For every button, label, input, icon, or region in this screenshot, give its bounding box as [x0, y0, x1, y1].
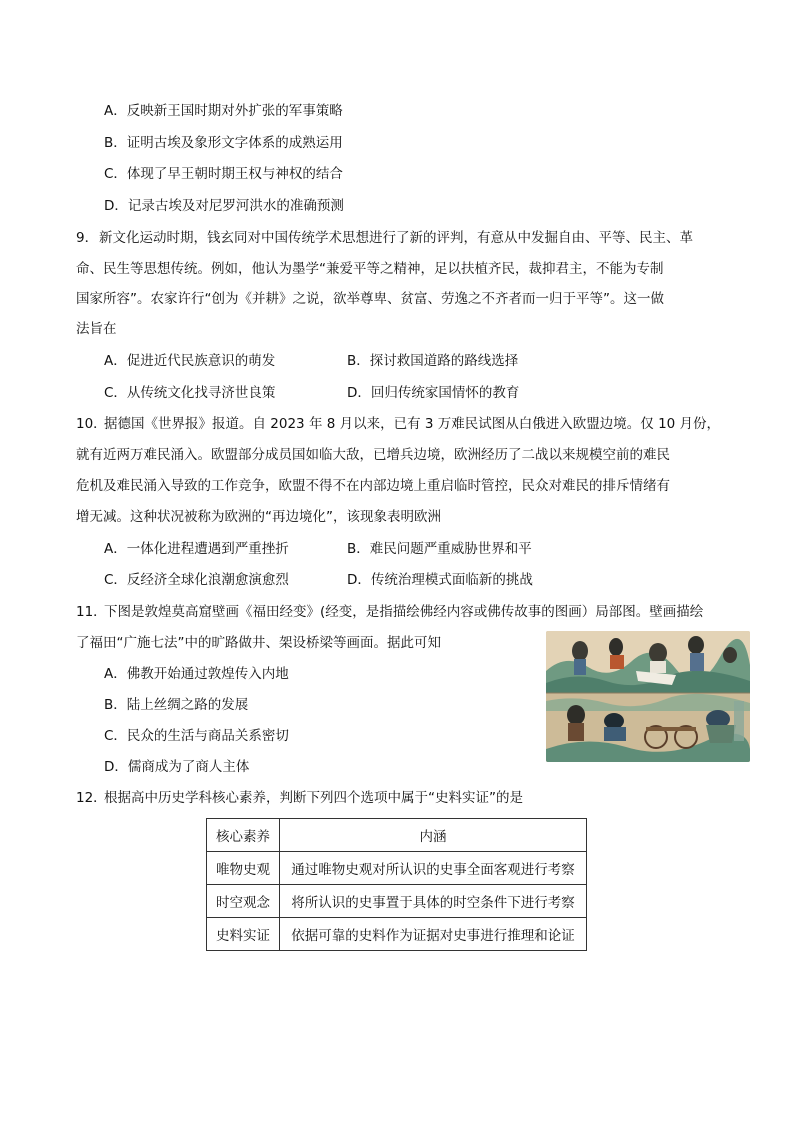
q10-stem-line-2: 就有近两万难民涌入。欧盟部分成员国如临大敌，已增兵边境，欧洲经历了二战以来规模空前的难民	[76, 447, 670, 463]
core-literacy-table	[206, 818, 587, 951]
q9-stem-line-2: 命、民生等思想传统。例如，他认为墨学“兼爱平等之精神，足以扶植齐民，裁抑君主，不能为专制	[76, 261, 664, 277]
table-header-cell: 核心素养	[207, 819, 280, 852]
table-row	[207, 852, 587, 885]
q10-stem-line-4: 增无减。这种状况被称为欧洲的“再边境化”，该现象表明欧洲	[76, 509, 441, 525]
q8-option-d: D．记录古埃及对尼罗河洪水的准确预测	[104, 198, 344, 214]
table-cell: 史料实证	[207, 918, 280, 951]
q9-option-c: C．从传统文化找寻济世良策	[104, 385, 276, 401]
table-row	[207, 918, 587, 951]
q11-stem-line-2: 了福田“广施七法”中的旷路做井、架设桥梁等画面。据此可知	[76, 635, 441, 651]
q8-option-b: B．证明古埃及象形文字体系的成熟运用	[104, 135, 343, 151]
q11-option-c: C．民众的生活与商品关系密切	[104, 728, 289, 744]
table-header-row	[207, 819, 587, 852]
q9-option-a: A．促进近代民族意识的萌发	[104, 353, 276, 369]
table-header-cell: 内涵	[280, 819, 587, 852]
q9-stem-line-1: 新文化运动时期，钱玄同对中国传统学术思想进行了新的评判，有意从中发掘自由、平等、民主、革	[99, 230, 693, 246]
q10-option-a: A．一体化进程遭遇到严重挫折	[104, 541, 289, 557]
q11-option-a: A．佛教开始通过敦煌传入内地	[104, 666, 289, 682]
table-row	[207, 885, 587, 918]
table-cell: 唯物史观	[207, 852, 280, 885]
q10-option-c: C．反经济全球化浪潮愈演愈烈	[104, 572, 289, 588]
q12-number: 12．	[76, 790, 107, 806]
q10-stem-line-1: 据德国《世界报》报道。自 2023 年 8 月以来，已有 3 万难民试图从白俄进入欧盟边境。仅 10 月份，	[104, 416, 721, 432]
q8-option-c: C．体现了早王朝时期王权与神权的结合	[104, 166, 343, 182]
q10-number: 10．	[76, 416, 107, 432]
q9-stem-line-3: 国家所容”。农家许行“创为《并耕》之说，欲举尊卑、贫富、劳逸之不齐者而一归于平等”。这一做	[76, 291, 664, 307]
q11-stem-line-1: 下图是敦煌莫高窟壁画《福田经变》(经变，是指描绘佛经内容或佛传故事的图画）局部图。壁画描绘	[104, 604, 704, 620]
q11-option-d: D．儒商成为了商人主体	[104, 759, 250, 775]
q10-option-b: B．难民问题严重威胁世界和平	[347, 541, 532, 557]
q9-number: 9．	[76, 230, 99, 246]
table-cell: 将所认识的史事置于具体的时空条件下进行考察	[280, 885, 587, 918]
q9-option-d: D．回归传统家国情怀的教育	[347, 385, 520, 401]
q8-option-a: A．反映新王国时期对外扩张的军事策略	[104, 103, 343, 119]
q9-option-b: B．探讨救国道路的路线选择	[347, 353, 519, 369]
q11-option-b: B．陆上丝绸之路的发展	[104, 697, 249, 713]
table-cell: 依据可靠的史料作为证据对史事进行推理和论证	[280, 918, 587, 951]
q12-stem: 根据高中历史学科核心素养，判断下列四个选项中属于“史料实证”的是	[104, 790, 523, 806]
table-cell: 时空观念	[207, 885, 280, 918]
dunhuang-mural-image	[546, 631, 750, 762]
q10-option-d: D．传统治理模式面临新的挑战	[347, 572, 533, 588]
table-cell: 通过唯物史观对所认识的史事全面客观进行考察	[280, 852, 587, 885]
q10-stem-line-3: 危机及难民涌入导致的工作竞争，欧盟不得不在内部边境上重启临时管控，民众对难民的排斥情绪有	[76, 478, 670, 494]
q9-stem-line-4: 法旨在	[76, 321, 117, 337]
q11-number: 11．	[76, 604, 107, 620]
